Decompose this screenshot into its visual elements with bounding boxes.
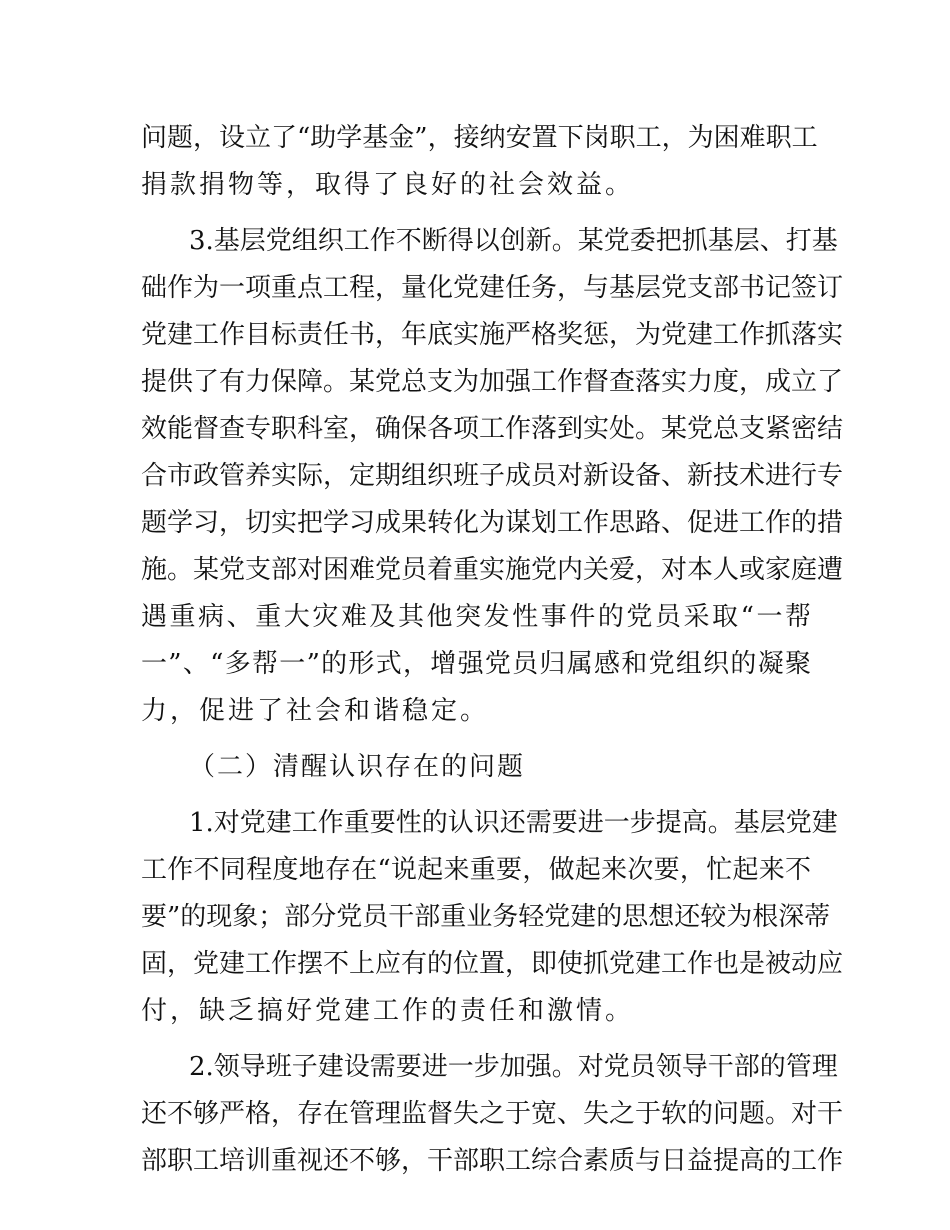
text-line: 问题，设立了“助学基金”，接纳安置下岗职工，为困难职工 (141, 123, 818, 153)
text-line: 还不够严格，存在管理监督失之于宽、失之于软的问题。对干 (141, 1099, 844, 1129)
text-line: 付，缺乏搞好党建工作的责任和激情。 (141, 996, 635, 1026)
text-line: 力，促进了社会和谐稳定。 (141, 696, 490, 726)
text-line: 题学习，切实把学习成果转化为谋划工作思路、促进工作的措 (141, 508, 844, 538)
text-line: 遇重病、重大灾难及其他突发性事件的党员采取“一帮 (141, 602, 811, 632)
text-line: 合市政管养实际，定期组织班子成员对新设备、新技术进行专 (141, 461, 844, 491)
text-line: 一”、“多帮一”的形式，增强党员归属感和党组织的凝聚 (141, 649, 811, 679)
text-line: 效能督查专职科室，确保各项工作落到实处。某党总支紧密结 (141, 414, 844, 444)
text-line: 工作不同程度地存在“说起来重要，做起来次要，忙起来不 (141, 855, 811, 885)
paragraph-1-start: 1.对党建工作重要性的认识还需要进一步提高。基层党建 (189, 808, 838, 838)
text-line: 党建工作目标责任书，年底实施严格奖惩，为党建工作抓落实 (141, 320, 844, 350)
text-line: 部职工培训重视还不够，干部职工综合素质与日益提高的工作 (141, 1146, 844, 1176)
paragraph-3-start: 3.基层党组织工作不断得以创新。某党委把抓基层、打基 (189, 226, 838, 256)
text-line: 要”的现象；部分党员干部重业务轻党建的思想还较为根深蒂 (141, 902, 831, 932)
text-line: 捐款捐物等，取得了良好的社会效益。 (141, 170, 635, 200)
paragraph-2-start: 2.领导班子建设需要进一步加强。对党员领导干部的管理 (189, 1052, 838, 1082)
section-heading: （二）清醒认识存在的问题 (189, 752, 526, 782)
text-line: 提供了有力保障。某党总支为加强工作督查落实力度，成立了 (141, 367, 844, 397)
text-line: 础作为一项重点工程，量化党建任务，与基层党支部书记签订 (141, 273, 844, 303)
text-line: 施。某党支部对困难党员着重实施党内关爱，对本人或家庭遭 (141, 555, 844, 585)
text-line: 固，党建工作摆不上应有的位置，即使抓党建工作也是被动应 (141, 949, 844, 979)
